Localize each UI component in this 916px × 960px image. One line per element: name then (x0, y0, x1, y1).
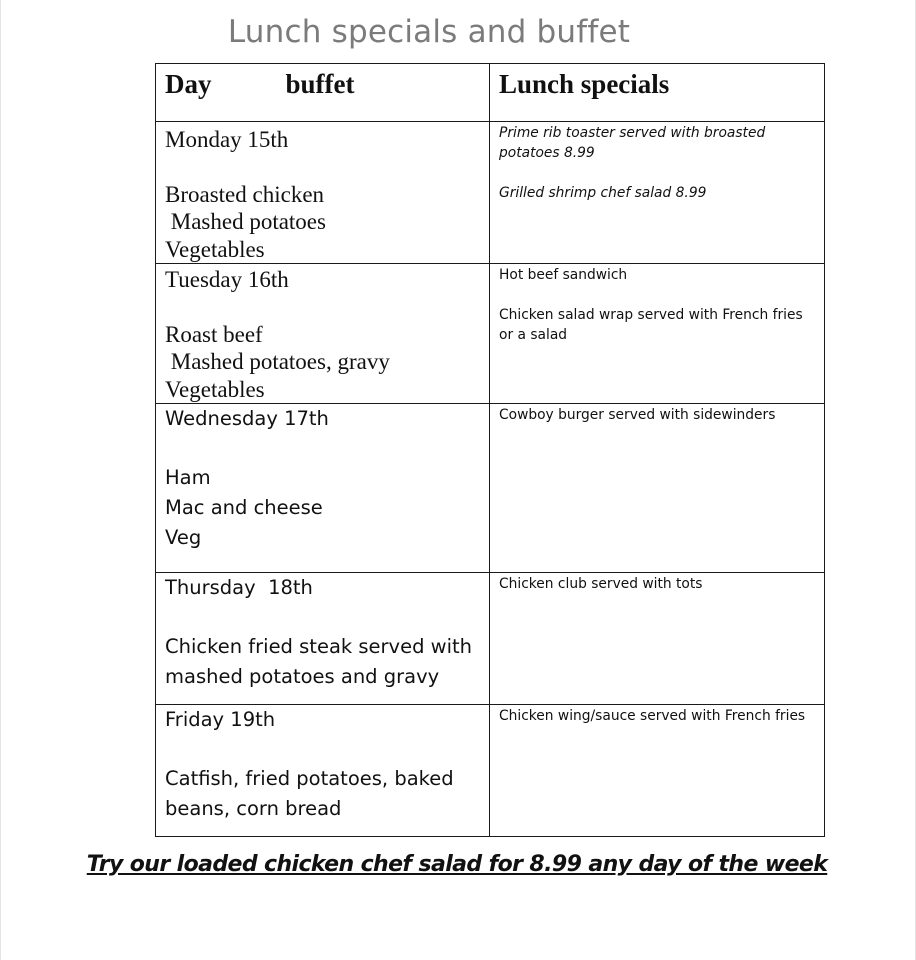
page-title: Lunch specials and buffet (227, 14, 631, 50)
buffet-item: Roast beef (165, 321, 263, 347)
header-day-buffet-cell (156, 64, 490, 122)
table-row (156, 122, 825, 264)
buffet-item: Chicken fried steak served with mashed potatoes and gravy (165, 635, 473, 688)
header-specials-label: Lunch specials (499, 69, 670, 99)
table-row (156, 573, 825, 705)
special-item: Chicken salad wrap served with French fries or a salad (499, 307, 803, 343)
special-item: Prime rib toaster served with broasted potatoes 8.99 (499, 125, 766, 161)
buffet-cell (156, 264, 490, 404)
buffet-item: Catfish, fried potatoes, baked beans, corn bread (165, 767, 454, 820)
table-row (156, 264, 825, 404)
day-name: Tuesday 16th (165, 267, 289, 292)
buffet-item: Mashed potatoes, gravy (165, 349, 390, 374)
buffet-cell (156, 404, 490, 573)
buffet-item: Broasted chicken (165, 181, 325, 207)
buffet-cell (156, 122, 490, 264)
specials-cell (490, 573, 825, 705)
day-name: Monday 15th (165, 127, 289, 152)
special-item: Cowboy burger served with sidewinders (499, 407, 776, 423)
header-buffet-label: buffet (285, 69, 355, 99)
buffet-item: Veg (165, 526, 202, 549)
buffet-item: Mashed potatoes (165, 209, 326, 234)
menu-table (155, 63, 825, 837)
buffet-cell (156, 705, 490, 837)
buffet-item: Mac and cheese (165, 496, 323, 519)
specials-cell (490, 122, 825, 264)
specials-cell (490, 404, 825, 573)
buffet-item: Vegetables (165, 376, 265, 402)
header-day-label: Day (165, 69, 212, 99)
special-item: Grilled shrimp chef salad 8.99 (499, 185, 707, 201)
buffet-item: Ham (165, 466, 211, 489)
special-item: Chicken club served with tots (499, 576, 703, 592)
buffet-item: Vegetables (165, 236, 265, 262)
table-header-row (156, 64, 825, 122)
day-name: Thursday 18th (165, 576, 313, 599)
promo-footer (1, 852, 916, 877)
table-row (156, 404, 825, 573)
special-item: Hot beef sandwich (499, 267, 628, 283)
specials-cell (490, 705, 825, 837)
promo-text: Try our loaded chicken chef salad for 8.99 any day of the week (86, 852, 828, 877)
day-name: Friday 19th (165, 708, 276, 731)
specials-cell (490, 264, 825, 404)
day-name: Wednesday 17th (165, 407, 329, 430)
table-row (156, 705, 825, 837)
special-item: Chicken wing/sauce served with French fries (499, 708, 806, 724)
header-specials-cell (490, 64, 825, 122)
buffet-cell (156, 573, 490, 705)
